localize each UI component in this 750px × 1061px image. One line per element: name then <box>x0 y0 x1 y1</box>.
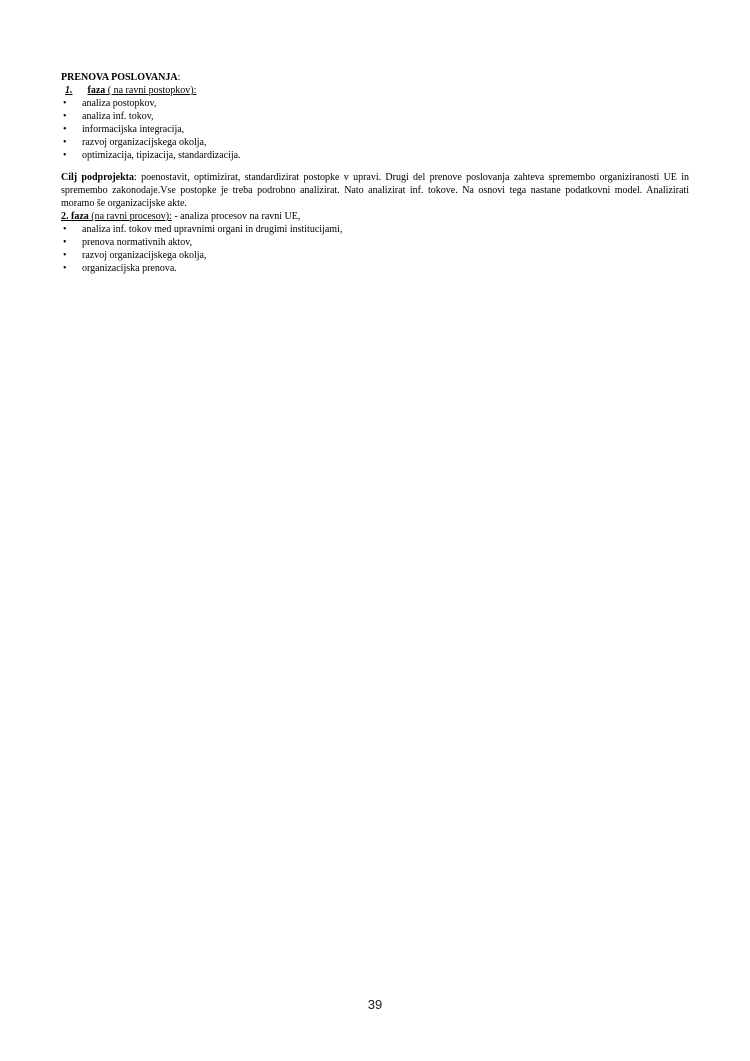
bullet-icon: • <box>63 224 67 235</box>
list-item <box>61 149 689 162</box>
phase2-heading <box>61 210 689 223</box>
page-number: 39 <box>367 997 383 1012</box>
bullet-icon: • <box>63 237 67 248</box>
list-item <box>61 110 689 123</box>
list-item-text: optimizacija, tipizacija, standardizacija. <box>82 150 241 161</box>
list-item-text: informacijska integracija, <box>82 124 185 135</box>
main-heading <box>61 71 689 84</box>
heading-text: PRENOVA POSLOVANJA <box>61 72 178 83</box>
bullet-icon: • <box>63 250 67 261</box>
phase1-title-bold: faza <box>87 85 106 96</box>
heading-colon: : <box>177 72 181 83</box>
list-item <box>61 223 689 236</box>
bullet-icon: • <box>63 111 67 122</box>
phase2-trailing-text: - analiza procesov na ravni UE, <box>171 211 301 222</box>
list-item-text: razvoj organizacijskega okolja, <box>82 250 207 261</box>
phase2-title <box>61 211 172 222</box>
list-item-text: organizacijska prenova. <box>82 263 177 274</box>
list-item <box>61 136 689 149</box>
objective-paragraph <box>61 171 689 210</box>
bullet-icon: • <box>63 98 67 109</box>
phase2-title-bold: 2. faza <box>61 211 89 222</box>
phase1-bullet-list <box>61 97 689 162</box>
phase1-title <box>88 85 197 96</box>
list-item <box>61 236 689 249</box>
list-item <box>61 249 689 262</box>
list-item <box>61 97 689 110</box>
bullet-icon: • <box>63 124 67 135</box>
phase1-number: 1. <box>65 85 73 96</box>
bullet-icon: • <box>63 137 67 148</box>
text-block <box>61 71 689 275</box>
list-item <box>61 123 689 136</box>
bullet-icon: • <box>63 263 67 274</box>
phase1-title-rest: ( na ravni postopkov): <box>105 85 197 96</box>
objective-lead: Cilj podprojekta <box>61 172 135 183</box>
list-item-text: razvoj organizacijskega okolja, <box>82 137 207 148</box>
list-item-text: analiza inf. tokov, <box>82 111 154 122</box>
list-item-text: analiza inf. tokov med upravnimi organi in drugimi institucijami, <box>82 224 343 235</box>
phase1-heading <box>61 84 689 97</box>
objective-body: : poenostavit, optimizirat, standardizirat postopke v upravi. Drugi del prenove poslovanja zahteva spremembo organiziranosti UE in spremembo zakonodaje.Vse postopke je treba podrobno analizirat. Nato analizirat inf. tokove. Na osnovi tega nastane podatkovni model. Analizirati moramo še organizacijske akte. <box>61 172 689 209</box>
list-item-text: prenova normativnih aktov, <box>82 237 193 248</box>
list-item <box>61 262 689 275</box>
bullet-icon: • <box>63 150 67 161</box>
phase2-bullet-list <box>61 223 689 275</box>
phase2-title-rest: (na ravni procesov): <box>88 211 172 222</box>
list-item-text: analiza postopkov, <box>82 98 157 109</box>
